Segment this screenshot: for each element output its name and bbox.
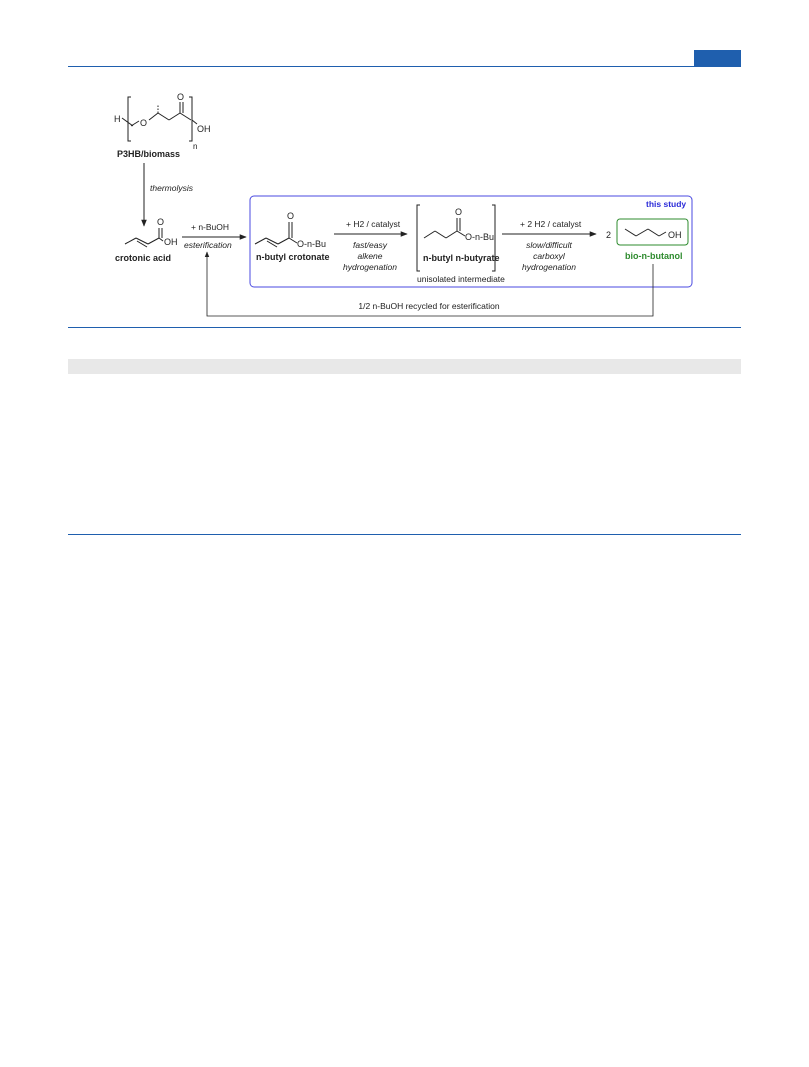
butanol-oh: OH xyxy=(668,230,682,240)
stoichiometric-coefficient: 2 xyxy=(606,230,612,240)
step3-condition-2: carboxyl xyxy=(533,251,565,261)
polymer-carbonyl-o: O xyxy=(177,92,185,102)
crotonate-o-nbu: O-n-Bu xyxy=(297,239,327,249)
recycle-label: 1/2 n-BuOH recycled for esterification xyxy=(358,301,500,311)
crotonate-carbonyl-o: O xyxy=(287,211,295,221)
step2-reagent: + H2 / catalyst xyxy=(346,219,401,229)
step3-reagent: + 2 H2 / catalyst xyxy=(520,219,582,229)
crotonic-acid-label: crotonic acid xyxy=(115,253,172,263)
reaction-scheme xyxy=(0,0,809,340)
step3-condition-3: hydrogenation xyxy=(522,262,576,272)
table-header-band xyxy=(68,359,741,374)
polymer-n-subscript: n xyxy=(193,142,198,151)
polymer-oh: OH xyxy=(197,124,211,134)
butyrate-carbonyl-o: O xyxy=(455,207,463,217)
polymer-label: P3HB/biomass xyxy=(117,149,181,159)
this-study-label: this study xyxy=(646,199,687,209)
step1-reagent: + n-BuOH xyxy=(191,222,230,232)
p3hb-structure xyxy=(122,97,197,141)
table-bottom-rule xyxy=(68,534,741,535)
polymer-h-atom: H xyxy=(114,114,121,124)
crotonic-carbonyl-o: O xyxy=(157,217,165,227)
butyl-crotonate-label: n-butyl crotonate xyxy=(256,252,330,262)
step2-condition-3: hydrogenation xyxy=(343,262,397,272)
bio-butanol-label: bio-n-butanol xyxy=(625,251,683,261)
unisolated-intermediate-note: unisolated intermediate xyxy=(417,274,505,284)
step2-condition-1: fast/easy xyxy=(352,240,388,250)
thermolysis-label: thermolysis xyxy=(150,183,193,193)
step1-condition: esterification xyxy=(184,240,232,250)
butyrate-o-nbu: O-n-Bu xyxy=(465,232,495,242)
butyl-crotonate-structure xyxy=(255,222,297,247)
crotonic-acid-structure xyxy=(125,228,163,247)
step2-condition-2: alkene xyxy=(357,251,383,261)
butyl-butyrate-label: n-butyl n-butyrate xyxy=(423,253,500,263)
butanol-structure xyxy=(625,229,666,236)
step3-condition-1: slow/difficult xyxy=(526,240,572,250)
polymer-ether-o: O xyxy=(140,118,148,128)
crotonic-oh: OH xyxy=(164,237,178,247)
